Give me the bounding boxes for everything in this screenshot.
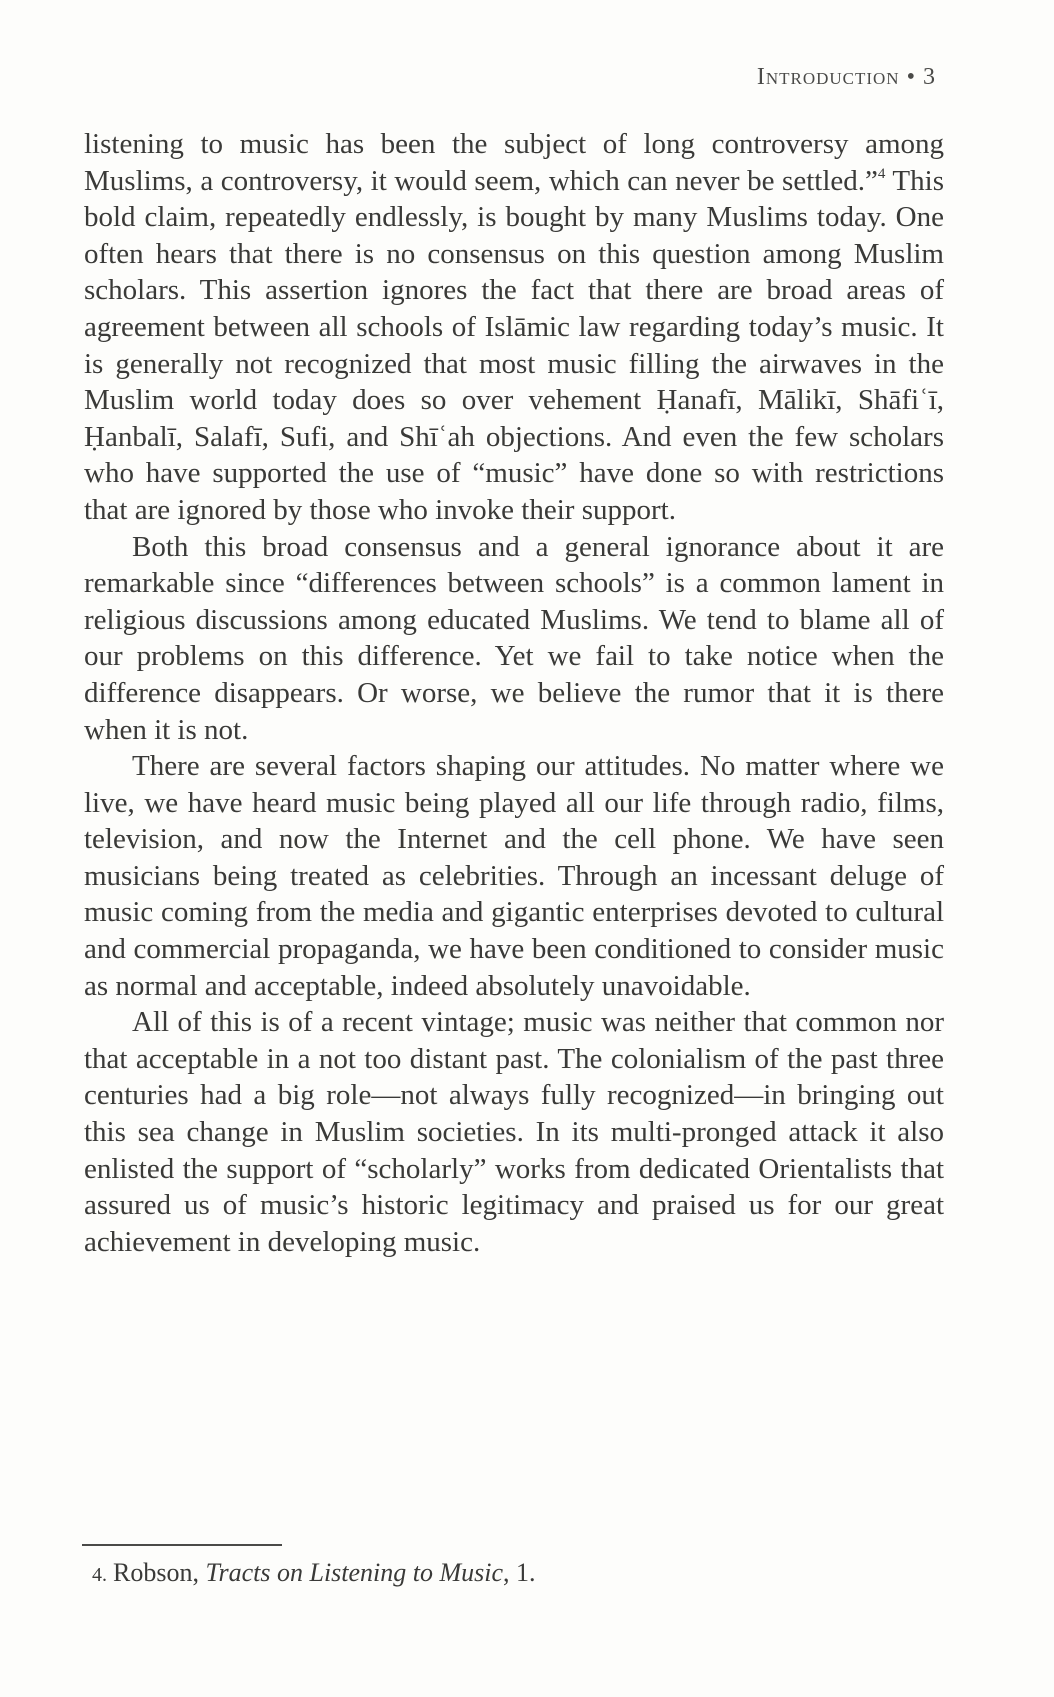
running-title: Introduction xyxy=(756,64,900,90)
footnote-4 xyxy=(92,1558,536,1588)
paragraph-1-text-cont: This bold claim, repeatedly endlessly, is bought by many Muslims today. One often hears that there is no consensus on this question among Muslim scholars. This assertion ignores the fact that there are broad areas of agreement between all schools of Islāmic law regarding today’s music. It is generally not recognized that most music filling the airwaves in the Muslim world today does so over vehement Ḥanafī, Mālikī, Shāfiʿī, Ḥanbalī, Salafī, Sufi, and Shīʿah objections. And even the few scholars who have supported the use of “music” have done so with restrictions that are ignored by those who invoke their support. xyxy=(84,164,944,526)
paragraph-2: Both this broad consensus and a general ignorance about it are remarkable since “differences between schools” is a common lament in religious discussions among educated Muslims. We tend to blame all of our problems on this difference. Yet we fail to take notice when the difference disappears. Or worse, we believe the rumor that it is there when it is not. xyxy=(84,530,944,746)
body-text xyxy=(84,126,944,1260)
footnote-ref-4[interactable]: 4 xyxy=(877,165,886,182)
footnote-number: 4. xyxy=(92,1564,107,1586)
paragraph-3: There are several factors shaping our attitudes. No matter where we live, we have heard music being played all our life through radio, films, television, and now the Internet and the cell phone. We have seen musicians being treated as celebrities. Through an incessant deluge of music coming from the media and gigantic enterprises devoted to cultural and commercial propaganda, we have been conditioned to consider music as normal and acceptable, indeed absolutely unavoidable. xyxy=(84,750,944,1002)
footnote-title: Tracts on Listening to Music xyxy=(205,1558,504,1587)
paragraph-1-text: listening to music has been the subject of long controversy among Muslims, a controversy, it would seem, which can never be settled.” xyxy=(84,128,944,197)
header-separator: • xyxy=(906,64,916,90)
running-head xyxy=(757,64,936,91)
page-number: 3 xyxy=(923,64,936,90)
paragraph-4: All of this is of a recent vintage; music was neither that common nor that acceptable in a not too distant past. The colonialism of the past three centuries had a big role—not always fully recognized—in bringing out this sea change in Muslim societies. In its multi-pronged attack it also enlisted the support of “scholarly” works from dedicated Orientalists that assured us of music’s historic legitimacy and praised us for our great achievement in developing music. xyxy=(84,1006,944,1258)
footnote-locator: , 1. xyxy=(503,1558,536,1587)
footnote-author: Robson, xyxy=(113,1558,206,1587)
paragraph-1 xyxy=(84,126,944,529)
footnote-rule xyxy=(82,1544,282,1546)
